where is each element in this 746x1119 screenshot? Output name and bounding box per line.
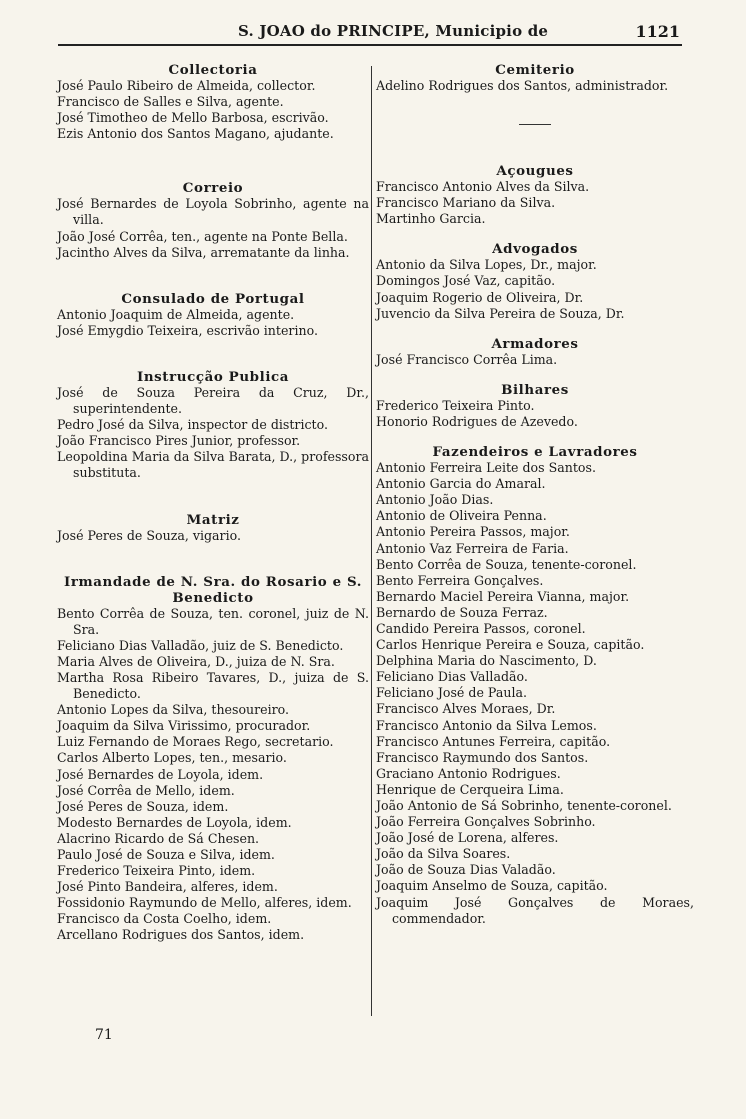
section-correio xyxy=(57,180,369,260)
entry: Martinho Garcia. xyxy=(376,211,486,227)
entry: Luiz Fernando de Moraes Rego, secretario. xyxy=(57,734,334,750)
entry: Leopoldina Maria da Silva Barata, D., professora substituta. xyxy=(57,449,369,481)
section-title: Instrucção Publica xyxy=(136,368,290,385)
entry: Candido Pereira Passos, coronel. xyxy=(376,620,586,636)
entry: Francisco Raymundo dos Santos. xyxy=(376,749,589,765)
entry: Feliciano José de Paula. xyxy=(376,685,527,701)
entry: João José Corrêa, ten., agente na Ponte Bella. xyxy=(57,228,348,244)
section-title: Collectoria xyxy=(168,62,258,78)
entry: Joaquim Anselmo de Souza, capitão. xyxy=(376,878,608,894)
entry: Maria Alves de Oliveira, D., juiza de N. Sra. xyxy=(57,653,335,669)
entry: Carlos Alberto Lopes, ten., mesario. xyxy=(57,750,287,766)
entry: Antonio João Dias. xyxy=(376,492,494,508)
entry: Joaquim Rogerio de Oliveira, Dr. xyxy=(376,289,584,305)
entry: Henrique de Cerqueira Lima. xyxy=(376,781,564,797)
entry: Antonio Ferreira Leite dos Santos. xyxy=(376,460,596,476)
entry: Feliciano Dias Valladão, juiz de S. Benedicto. xyxy=(57,637,344,653)
entry: Bento Corrêa de Souza, tenente-coronel. xyxy=(376,556,637,572)
section-title: Cemiterio xyxy=(495,62,575,78)
section-advogados xyxy=(376,241,694,321)
entry: Antonio Vaz Ferreira de Faria. xyxy=(376,540,569,556)
entry: Antonio Pereira Passos, major. xyxy=(376,524,570,540)
entry: Alacrino Ricardo de Sá Chesen. xyxy=(57,830,260,846)
section-instruccao xyxy=(57,369,369,482)
entry: Adelino Rodrigues dos Santos, administrador. xyxy=(376,78,669,93)
section-title: Irmandade de N. Sra. do Rosario e S. Benedicto xyxy=(63,573,363,606)
section-consulado xyxy=(57,291,369,339)
entry: Joaquim da Silva Virissimo, procurador. xyxy=(57,718,311,734)
sheet-number: 71 xyxy=(95,1027,113,1043)
section-bilhares xyxy=(376,382,694,430)
entry: José Pinto Bandeira, alferes, idem. xyxy=(57,879,278,895)
entry: Carlos Henrique Pereira e Souza, capitão. xyxy=(376,637,645,653)
entry: Honorio Rodrigues de Azevedo. xyxy=(376,413,578,429)
entry: Bernardo Maciel Pereira Vianna, major. xyxy=(376,588,630,604)
entry: José Francisco Corrêa Lima. xyxy=(376,351,558,367)
entry: João Antonio de Sá Sobrinho, tenente-coronel. xyxy=(376,798,672,813)
section-title: Fazendeiros e Lavradores xyxy=(432,444,638,461)
entry: José Peres de Souza, vigario. xyxy=(57,527,241,543)
entry: Francisco da Costa Coelho, idem. xyxy=(57,911,272,927)
section-cemiterio xyxy=(376,62,694,125)
entry: José Paulo Ribeiro de Almeida, collector. xyxy=(57,78,316,93)
entry: Arcellano Rodrigues dos Santos, idem. xyxy=(57,927,305,943)
right-column xyxy=(376,62,694,927)
section-title: Armadores xyxy=(491,335,579,352)
entry: Antonio Garcia do Amaral. xyxy=(376,476,546,492)
section-title: Açougues xyxy=(496,163,574,180)
entry: João Francisco Pires Junior, professor. xyxy=(57,433,301,449)
entry: Jacintho Alves da Silva, arrematante da linha. xyxy=(57,244,350,260)
entry: Graciano Antonio Rodrigues. xyxy=(376,765,561,781)
entry: José Emygdio Teixeira, escrivão interino. xyxy=(57,322,318,338)
section-title: Consulado de Portugal xyxy=(121,290,305,307)
left-column xyxy=(57,62,369,944)
entry: Domingos José Vaz, capitão. xyxy=(376,273,556,289)
entry: João da Silva Soares. xyxy=(376,846,511,862)
entry: Antonio da Silva Lopes, Dr., major. xyxy=(376,257,597,273)
entry: Modesto Bernardes de Loyola, idem. xyxy=(57,814,292,830)
entry: Ezis Antonio dos Santos Magano, ajudante. xyxy=(57,126,334,142)
entry: Frederico Teixeira Pinto. xyxy=(376,397,535,413)
entry: José Corrêa de Mello, idem. xyxy=(57,782,235,798)
section-fazendeiros xyxy=(376,444,694,927)
section-collectoria xyxy=(57,62,369,142)
entry: Frederico Teixeira Pinto, idem. xyxy=(57,863,256,879)
entry: Francisco Antunes Ferreira, capitão. xyxy=(376,733,611,749)
entry: Francisco Antonio Alves da Silva. xyxy=(376,179,590,195)
section-acougues xyxy=(376,163,694,227)
section-irmandade xyxy=(57,574,369,944)
page-number: 1121 xyxy=(635,22,680,41)
section-title: Correio xyxy=(182,180,244,197)
entry: José de Souza Pereira da Cruz, Dr., superintendente. xyxy=(57,384,369,417)
entry: Antonio de Oliveira Penna. xyxy=(376,508,547,524)
section-title: Bilhares xyxy=(501,381,569,398)
entry: José Timotheo de Mello Barbosa, escrivão. xyxy=(57,110,329,126)
entry: Pedro José da Silva, inspector de districto. xyxy=(57,417,328,433)
entry: Bernardo de Souza Ferraz. xyxy=(376,604,548,620)
section-title: Advogados xyxy=(492,241,578,258)
entry: Feliciano Dias Valladão. xyxy=(376,669,528,685)
entry: Francisco Alves Moraes, Dr. xyxy=(376,701,556,717)
entry: João Ferreira Gonçalves Sobrinho. xyxy=(376,814,596,830)
entry: João José de Lorena, alferes. xyxy=(376,830,559,846)
entry: Francisco Antonio da Silva Lemos. xyxy=(376,717,597,733)
entry: Delphina Maria do Nascimento, D. xyxy=(376,653,597,669)
section-armadores xyxy=(376,336,694,368)
entry: Antonio Lopes da Silva, thesoureiro. xyxy=(57,702,290,718)
running-title: S. JOAO do PRINCIPE, Municipio de xyxy=(238,22,549,40)
entry: Bento Ferreira Gonçalves. xyxy=(376,572,544,588)
entry: Antonio Joaquim de Almeida, agente. xyxy=(57,306,295,322)
column-divider xyxy=(371,66,372,1016)
entry: José Bernardes de Loyola Sobrinho, agente na villa. xyxy=(57,196,369,228)
entry: José Bernardes de Loyola, idem. xyxy=(57,766,264,782)
section-title: Matriz xyxy=(186,511,240,528)
entry: João de Souza Dias Valadão. xyxy=(376,862,556,878)
entry: Joaquim José Gonçalves de Moraes, commendador. xyxy=(376,894,694,926)
section-matriz xyxy=(57,512,369,544)
header-rule xyxy=(58,44,682,46)
entry: Paulo José de Souza e Silva, idem. xyxy=(57,847,275,862)
entry: José Peres de Souza, idem. xyxy=(57,798,229,814)
entry: Juvencio da Silva Pereira de Souza, Dr. xyxy=(376,305,625,321)
entry: Francisco de Salles e Silva, agente. xyxy=(57,94,284,110)
entry: Francisco Mariano da Silva. xyxy=(376,195,556,211)
entry: Martha Rosa Ribeiro Tavares, D., juiza de S. Benedicto. xyxy=(57,669,369,702)
page-header xyxy=(58,22,680,44)
entry: Fossidonio Raymundo de Mello, alferes, idem. xyxy=(57,895,352,911)
entry: Bento Corrêa de Souza, ten. coronel, juiz de N. Sra. xyxy=(57,605,369,637)
